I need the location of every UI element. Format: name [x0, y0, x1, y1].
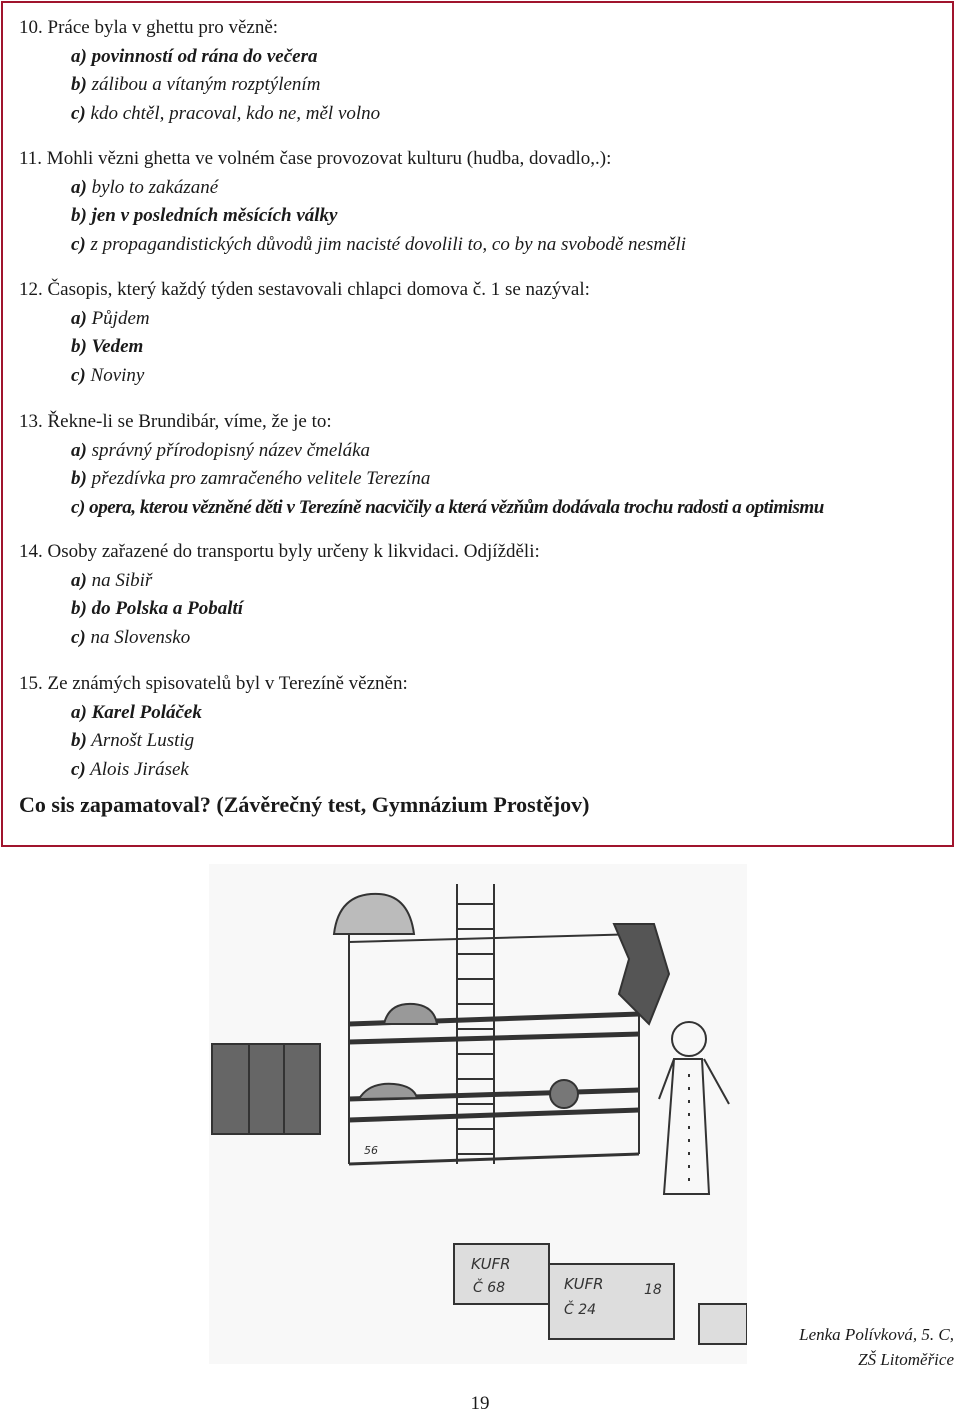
suitcase-number-2: Č 24 [564, 1302, 597, 1318]
option-b: b) přezdívka pro zamračeného velitele Terezína [71, 468, 431, 489]
page-number: 19 [470, 1393, 490, 1414]
option-c: c) na Slovensko [71, 626, 191, 648]
question-stem: 11. Mohli vězni ghetta ve volném čase provozovat kulturu (hudba, dovadlo,.): [19, 148, 612, 169]
caption-line-2: ZŠ Litoměřice [858, 1350, 954, 1369]
option-b: b) jen v posledních měsících války [71, 205, 338, 226]
question-14 [19, 538, 540, 652]
option-a: a) povinností od rána do večera [71, 45, 318, 67]
suitcase-label-1: KUFR [471, 1255, 511, 1273]
question-stem: 14. Osoby zařazené do transportu byly určeny k likvidaci. Odjížděli: [19, 541, 540, 562]
option-c: c) z propagandistických důvodů jim nacisté dovolili to, co by na svobodě nesměli [71, 233, 687, 255]
question-13 [19, 408, 824, 522]
author-caption [799, 1322, 954, 1372]
option-a: a) bylo to zakázané [71, 176, 219, 198]
question-15 [19, 670, 408, 784]
question-12 [19, 276, 590, 390]
option-b: b) zálibou a vítaným rozptýlením [71, 74, 321, 95]
suitcase-label-2: KUFR [564, 1275, 604, 1293]
option-b: b) do Polska a Pobaltí [71, 598, 244, 619]
option-a: a) správný přírodopisný název čmeláka [71, 439, 371, 461]
question-stem: 15. Ze známých spisovatelů byl v Terezíně vězněn: [19, 673, 408, 694]
child-drawing-image [209, 864, 747, 1364]
option-b: b) Vedem [71, 336, 144, 357]
question-11 [19, 145, 686, 259]
option-c: c) kdo chtěl, pracoval, kdo ne, měl volno [71, 102, 381, 124]
question-stem: 12. Časopis, který každý týden sestavovali chlapci domova č. 1 se nazýval: [19, 279, 590, 300]
question-stem: 13. Řekne-li se Brundibár, víme, že je to: [19, 411, 332, 432]
closing-heading: Co sis zapamatoval? (Závěrečný test, Gymnázium Prostějov) [19, 792, 590, 817]
question-10 [19, 14, 380, 128]
bed-sign: 56 [364, 1144, 378, 1157]
suitcase-number-1: Č 68 [473, 1280, 506, 1296]
option-a: a) Půjdem [71, 307, 150, 329]
suitcase-number-3: 18 [644, 1282, 662, 1298]
option-a: a) Karel Poláček [71, 701, 202, 723]
option-b: b) Arnošt Lustig [71, 730, 195, 751]
option-c: c) Noviny [71, 364, 145, 386]
option-a: a) na Sibiř [71, 569, 153, 591]
question-stem: 10. Práce byla v ghettu pro vězně: [19, 17, 279, 38]
option-c: c) opera, kterou vězněné děti v Terezíně nacvičily a která vězňům dodávala trochu radosti a optimismu [71, 496, 824, 518]
caption-line-1: Lenka Polívková, 5. C, [799, 1325, 954, 1344]
option-c: c) Alois Jirásek [71, 758, 189, 780]
